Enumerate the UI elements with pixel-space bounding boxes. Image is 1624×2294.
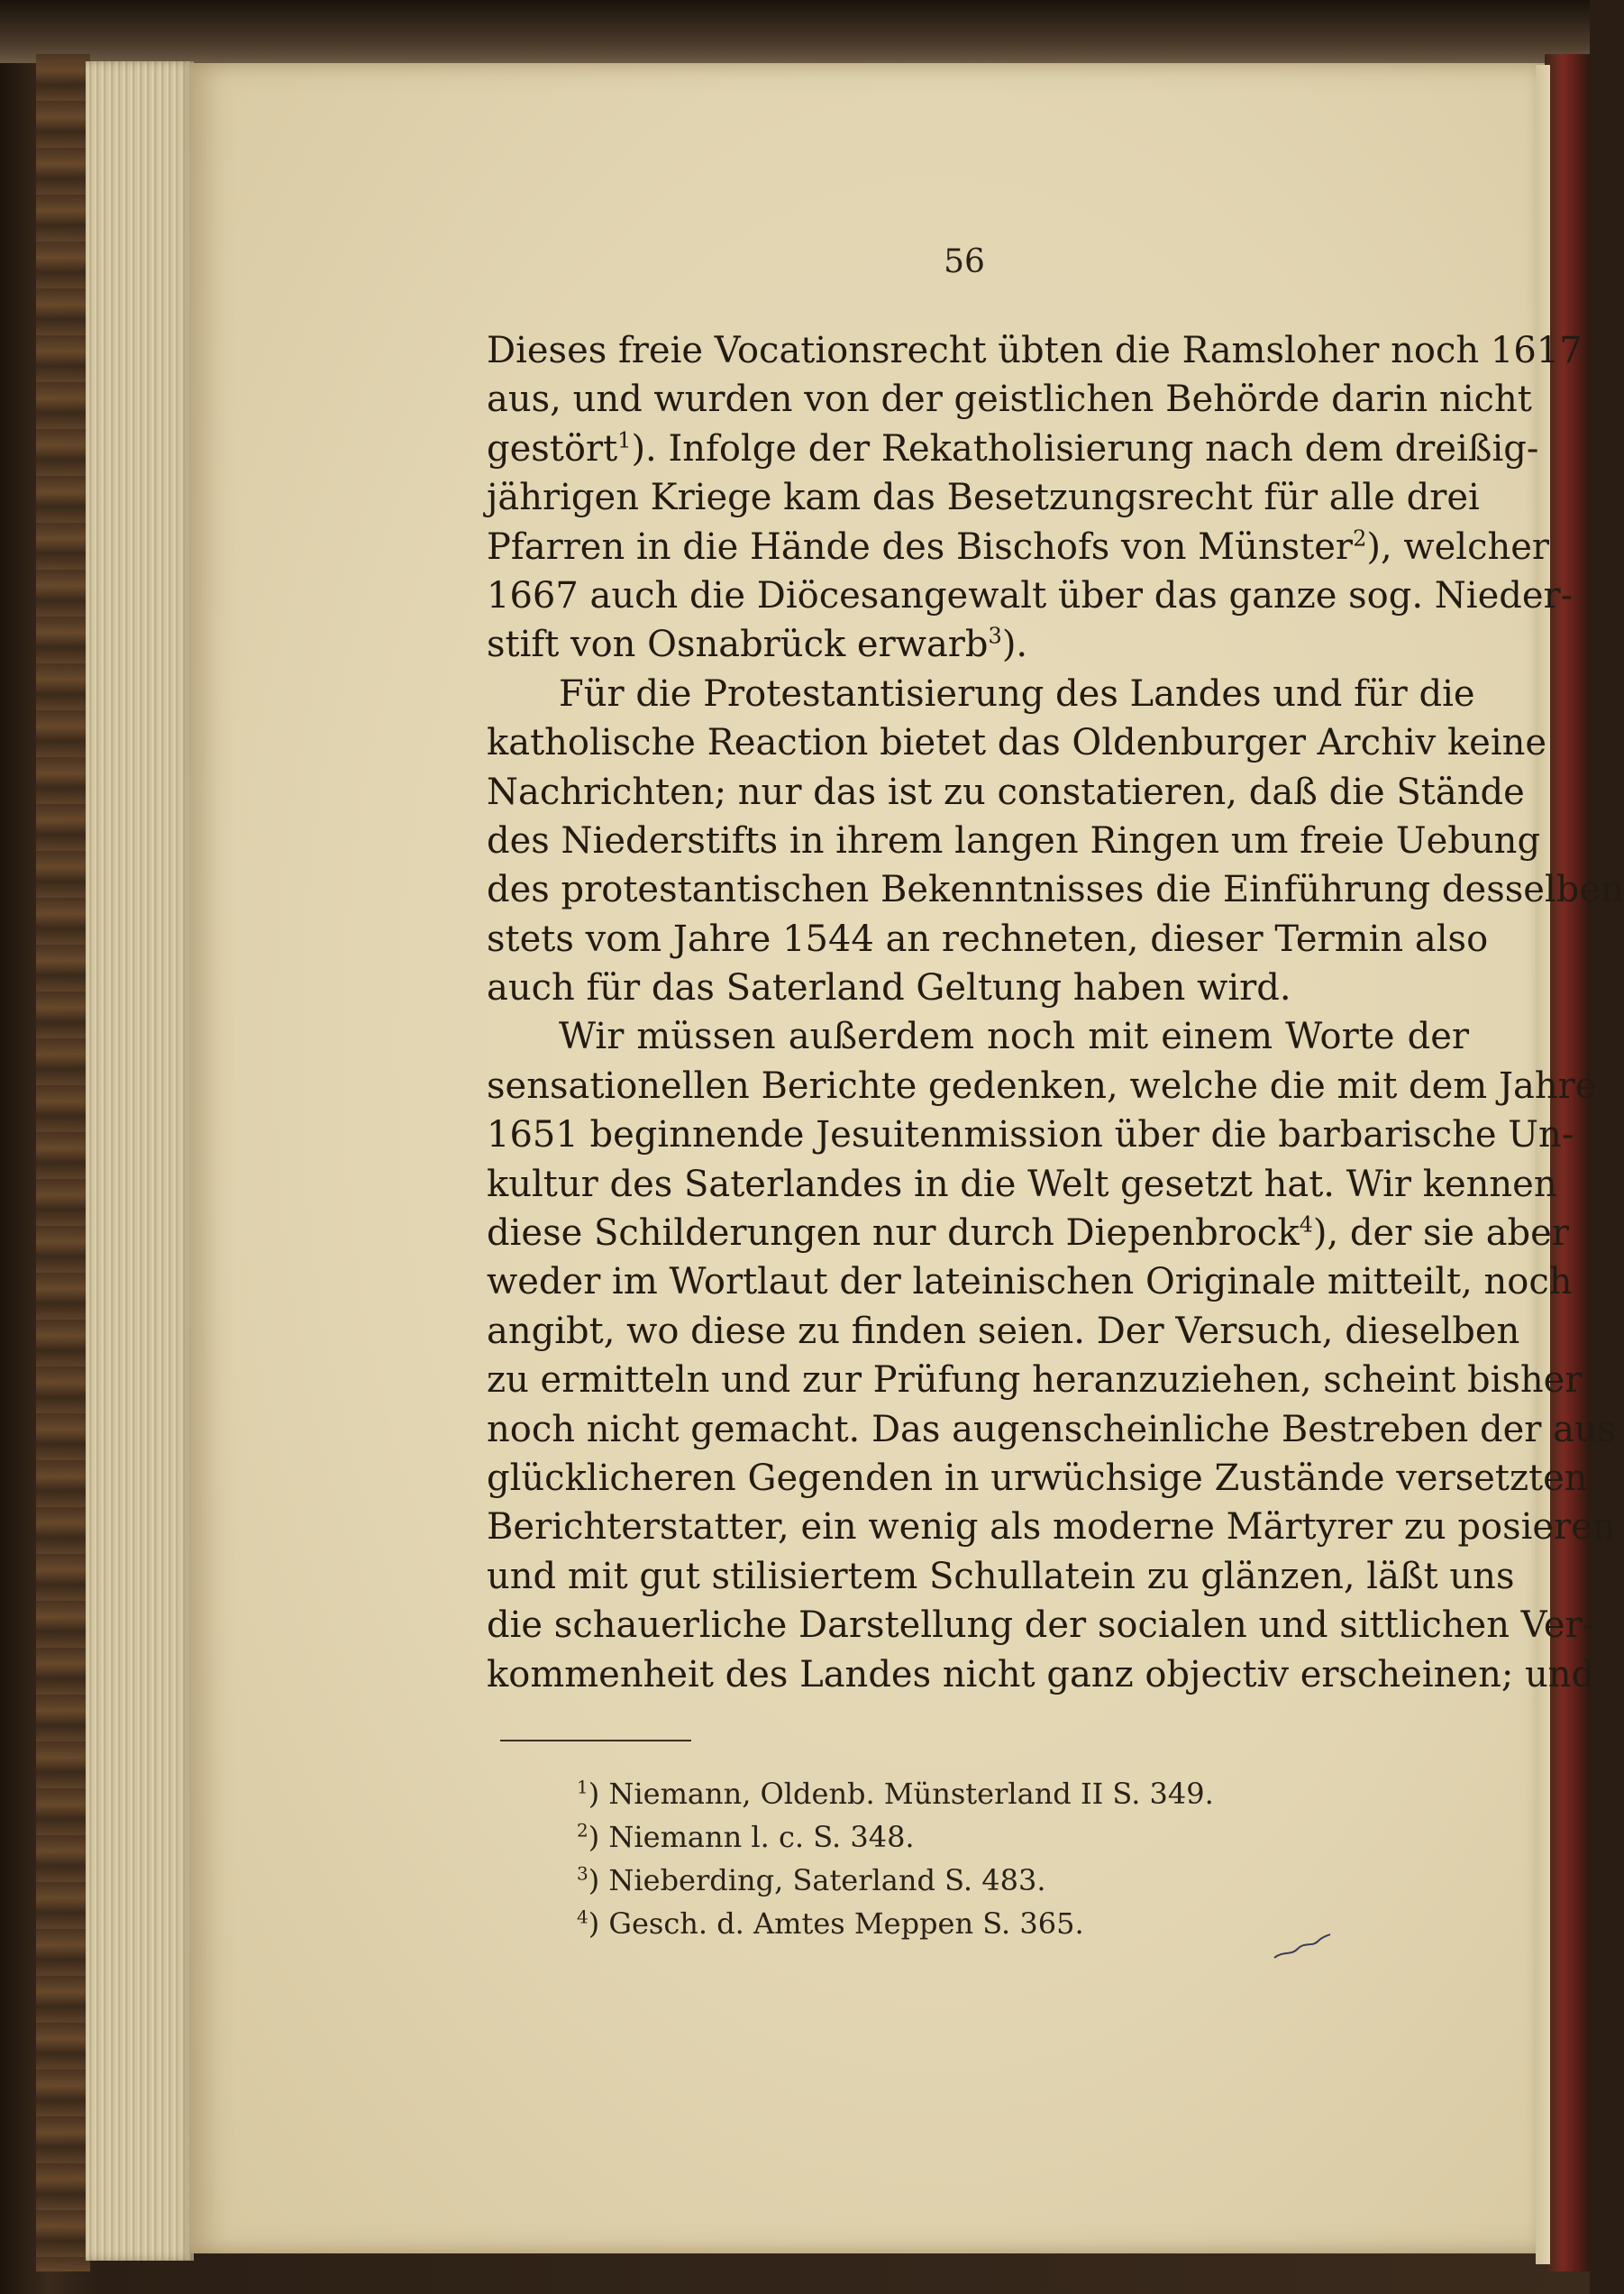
footnote-ref: 4: [1299, 1211, 1313, 1238]
text-line: katholische Reaction bietet das Oldenburger Archiv keine: [487, 722, 1547, 764]
text-line: Pfarren in die Hände des Bischofs von Münster$^2$), welcher: [487, 526, 1550, 568]
text-line: kultur des Saterlandes in die Welt gesetzt hat. Wir kennen: [487, 1163, 1557, 1205]
footnote-divider: [500, 1740, 691, 1741]
text-line: diese Schilderungen nur durch Diepenbrock$^4$), der sie aber: [487, 1211, 1569, 1255]
text-line: des protestantischen Bekenntnisses die Einführung desselben: [487, 869, 1624, 911]
text-line: stift von Osnabrück erwarb$^3$).: [487, 624, 1028, 666]
text-line: glücklicheren Gegenden in urwüchsige Zustände versetzten: [487, 1457, 1588, 1499]
text-line: weder im Wortlaut der lateinischen Originale mitteilt, noch: [487, 1261, 1573, 1303]
text-line: jährigen Kriege kam das Besetzungsrecht für alle drei: [487, 477, 1480, 519]
pencil-mark-icon: [1271, 1929, 1334, 1965]
footnote: $^3$) Nieberding, Saterland S. 483.: [577, 1862, 1046, 1897]
text-line: des Niederstifts in ihrem langen Ringen um freie Uebung: [487, 819, 1541, 862]
text-line: noch nicht gemacht. Das augenscheinliche Bestreben der aus: [487, 1408, 1617, 1450]
text-line: sensationellen Berichte gedenken, welche die mit dem Jahre: [487, 1065, 1597, 1107]
text-line: 1651 beginnende Jesuitenmission über die barbarische Un-: [487, 1114, 1574, 1156]
footnote: $^4$) Gesch. d. Amtes Meppen S. 365.: [577, 1906, 1084, 1941]
text-line: kommenheit des Landes nicht ganz objectiv erscheinen; und: [487, 1653, 1595, 1695]
text-line: zu ermitteln und zur Prüfung heranzuziehen, scheint bisher: [487, 1359, 1583, 1402]
text-line: gestört$^1$). Infolge der Rekatholisierung nach dem dreißig-: [487, 427, 1539, 470]
text-line: aus, und wurden von der geistlichen Behörde darin nicht: [487, 379, 1532, 421]
text-line: Für die Protestantisierung des Landes und für die: [559, 672, 1475, 715]
text-line: auch für das Saterland Geltung haben wird.: [487, 967, 1291, 1010]
text-line: und mit gut stilisiertem Schullatein zu glänzen, läßt uns: [487, 1555, 1515, 1597]
footnote: $^2$) Niemann l. c. S. 348.: [577, 1819, 915, 1854]
book-top-edge: [0, 0, 1590, 63]
footnote-ref: 3: [988, 624, 1002, 650]
body-text: [487, 326, 1624, 1699]
text-line: stets vom Jahre 1544 an rechneten, dieser Termin also: [487, 918, 1489, 960]
text-line: Nachrichten; nur das ist zu constatieren, daß die Stände: [487, 771, 1525, 813]
book-spine: [36, 54, 90, 2271]
footnotes: [577, 1772, 1388, 1945]
text-line: Wir müssen außerdem noch mit einem Worte der: [559, 1016, 1469, 1058]
footnote: $^1$) Niemann, Oldenb. Münsterland II S. 349.: [577, 1776, 1214, 1811]
text-line: 1667 auch die Diöcesangewalt über das ganze sog. Nieder-: [487, 574, 1574, 617]
footnote-ref: 1: [617, 427, 632, 453]
page-number: 56: [944, 243, 985, 280]
footnote-ref: 2: [1353, 526, 1367, 552]
text-line: Dieses freie Vocationsrecht übten die Ramsloher noch 1617: [487, 330, 1583, 371]
page-stack-edges: [86, 61, 194, 2261]
text-line: die schauerliche Darstellung der socialen und sittlichen Ver-: [487, 1604, 1595, 1647]
text-line: Berichterstatter, ein wenig als moderne Märtyrer zu posieren: [487, 1506, 1616, 1549]
text-line: angibt, wo diese zu finden seien. Der Versuch, dieselben: [487, 1310, 1520, 1352]
